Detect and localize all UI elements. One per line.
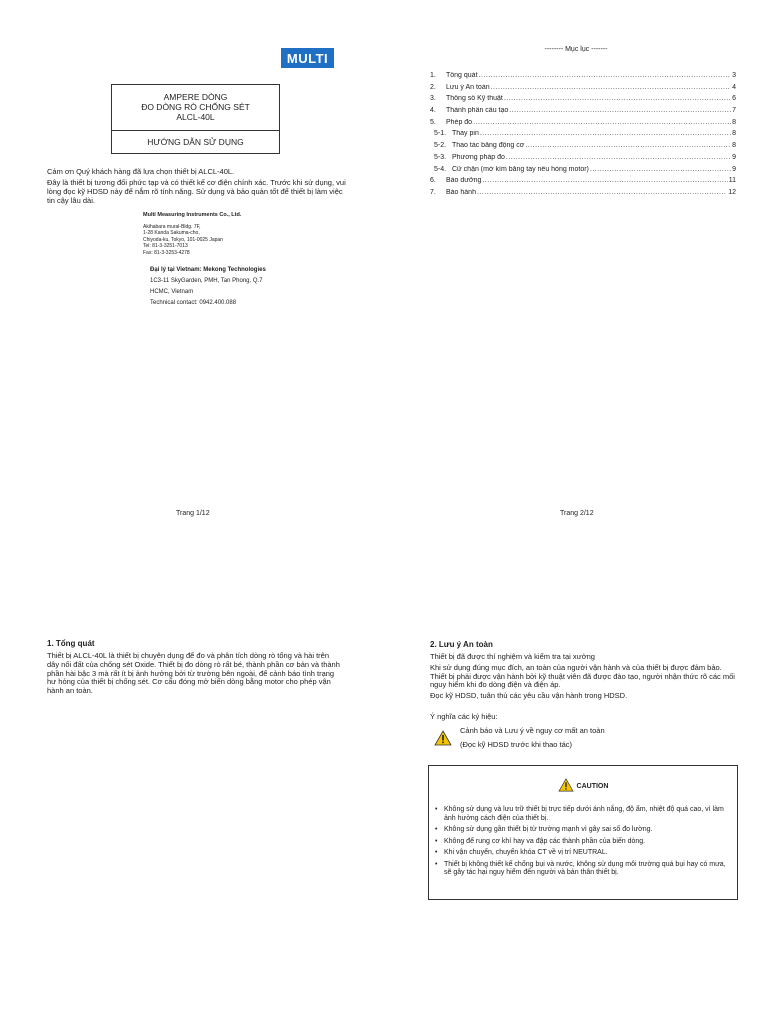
toc-page: 11 bbox=[728, 177, 736, 185]
toc-label: Bảo hành bbox=[446, 188, 476, 196]
toc-item[interactable] bbox=[430, 72, 736, 84]
toc-item[interactable] bbox=[430, 177, 736, 189]
caution-list bbox=[435, 806, 731, 881]
agent-line: HCMC, Vietnam bbox=[150, 289, 194, 295]
warning-triangle-icon bbox=[558, 778, 574, 794]
toc-label: Phương pháp đo bbox=[452, 153, 505, 161]
section-body: Thiết bị ALCL-40L là thiết bị chuyên dụng để đo và phân tích dòng rò tổng và hài trên dây nối đất của chống sét Oxide. Thiết bị đo dòng rò rất bé, thành phần cơ bản và thành phần hài bậc 3 mà rất ít bị ảnh hưởng bởi từ trường bên ngoài, để cảnh báo tình trạng hư hỏng của thiết bị chống sét. Cơ cấu đóng mở biến dòng bằng motor cho phép vận hành an toàn. bbox=[47, 651, 340, 696]
company-info bbox=[143, 212, 241, 256]
multi-logo: MULTI bbox=[281, 48, 334, 68]
toc-label: Tổng quát bbox=[446, 72, 478, 79]
toc-leader bbox=[480, 130, 731, 137]
title-box-subtitle: HƯỚNG DẪN SỬ DỤNG bbox=[147, 137, 244, 147]
caution-item: • Không sử dụng và lưu trữ thiết bị trực tiếp dưới ánh nắng, độ ẩm, nhiệt độ quá cao, vì làm ảnh hưởng cách điện của thiết bị. bbox=[435, 806, 731, 823]
toc-item[interactable] bbox=[430, 189, 736, 201]
toc-label: Cữ chặn (mở kìm bằng tay nếu hỏng motor) bbox=[452, 165, 589, 173]
toc-leader bbox=[473, 119, 731, 126]
toc-item[interactable] bbox=[430, 119, 736, 131]
toc-leader bbox=[491, 84, 731, 91]
section-title: 1. Tổng quát bbox=[47, 639, 95, 648]
toc-title: -------- Mục lục ------- bbox=[544, 46, 608, 53]
toc-num: 6. bbox=[430, 177, 436, 185]
toc-num: 5-1. bbox=[434, 130, 447, 138]
body-paragraph: Khi sử dụng đúng mục đích, an toàn của người vận hành và của thiết bị được đảm bảo. Thiết bị phải được vận hành bởi kỹ thuật viên đã được đào tạo, người nhận thức rõ các mối nguy hiểm khi đo dòng điện và điện áp. bbox=[430, 662, 735, 690]
toc-leader bbox=[477, 189, 727, 196]
toc-leader bbox=[525, 142, 731, 149]
page-2 bbox=[384, 0, 768, 517]
toc-page: 8 bbox=[732, 142, 736, 150]
company-address-line: Tel: 81-3-3251-7013 bbox=[143, 243, 188, 249]
toc-page: 9 bbox=[732, 153, 736, 161]
page-number: Trang 2/12 bbox=[560, 510, 594, 517]
title-line: AMPERE DÒNG bbox=[163, 92, 228, 102]
toc-num: 5. bbox=[430, 118, 436, 126]
company-address-line: Akihabara mural-Bldg. 7F, bbox=[143, 223, 201, 230]
title-line: ĐO DÒNG RÒ CHỐNG SÉT bbox=[141, 102, 250, 112]
symbol-legend bbox=[430, 712, 736, 749]
toc-num: 4. bbox=[430, 107, 436, 115]
title-box bbox=[111, 84, 280, 154]
toc-page: 9 bbox=[732, 165, 736, 173]
toc-leader bbox=[482, 177, 727, 184]
caution-item: • Không để rung cơ khí hay va đập các thành phần của biến dòng. bbox=[435, 838, 731, 847]
page-number: Trang 1/12 bbox=[176, 510, 210, 517]
toc-label: Thành phần cấu tạo bbox=[446, 107, 509, 115]
table-of-contents bbox=[430, 72, 736, 201]
toc-page: 4 bbox=[732, 83, 736, 91]
toc-page: 3 bbox=[732, 72, 736, 79]
title-box-main bbox=[112, 85, 279, 131]
page-4 bbox=[384, 512, 768, 1024]
toc-leader bbox=[509, 107, 731, 114]
intro-text bbox=[47, 167, 347, 207]
toc-leader bbox=[506, 154, 731, 161]
toc-label: Thao tác bằng động cơ bbox=[452, 142, 525, 150]
body-paragraph: Đọc kỹ HDSD, tuân thủ các yêu cầu vận hành trong HDSD. bbox=[430, 691, 628, 701]
toc-num: 2. bbox=[430, 83, 436, 91]
page-1 bbox=[0, 0, 384, 517]
caution-item: • Không sử dụng gần thiết bị từ trường mạnh vì gây sai số đo lường. bbox=[435, 826, 731, 835]
toc-num: 5-2. bbox=[434, 142, 447, 150]
company-address-line: Fax: 81-3-3253-4278 bbox=[143, 249, 190, 256]
symbol-line: Cảnh báo và Lưu ý về nguy cơ mất an toàn bbox=[460, 726, 605, 735]
company-address-line: Chiyoda-ku, Tokyo, 101-0025 Japan bbox=[143, 236, 223, 243]
warning-triangle-icon bbox=[434, 730, 452, 748]
caution-item: • Thiết bị không thiết kế chống bụi và nước, không sử dụng môi trường quá bụi hay có mưa, sẽ gây tác hại nguy hiểm đến người và bản thân thiết bị. bbox=[435, 861, 731, 878]
agent-line: 1C3-11 SkyGarden, PMH, Tan Phong, Q.7 bbox=[150, 278, 263, 284]
caution-item: • Khi vận chuyển, chuyển khóa CT về vị trí NEUTRAL. bbox=[435, 849, 731, 858]
agent-line: Technical contact: 0942.400.088 bbox=[150, 300, 237, 306]
toc-label: Phép đo bbox=[446, 118, 473, 126]
toc-page: 7 bbox=[732, 107, 736, 115]
toc-page: 8 bbox=[732, 118, 736, 126]
symbol-line: (Đọc kỹ HDSD trước khi thao tác) bbox=[460, 740, 573, 749]
toc-num: 5-4. bbox=[434, 165, 447, 173]
intro-paragraph: Cảm ơn Quý khách hàng đã lựa chọn thiết bị ALCL-40L. bbox=[47, 167, 235, 176]
section-body bbox=[430, 653, 736, 703]
toc-item[interactable] bbox=[430, 95, 736, 107]
toc-num: 7. bbox=[430, 188, 436, 196]
toc-subitem[interactable] bbox=[430, 154, 736, 166]
toc-leader bbox=[590, 166, 731, 173]
symbol-heading: Ý nghĩa các ký hiệu: bbox=[430, 712, 498, 721]
symbol-description bbox=[460, 724, 605, 752]
caution-label: CAUTION bbox=[576, 782, 609, 790]
toc-leader bbox=[479, 72, 732, 79]
toc-subitem[interactable] bbox=[430, 166, 736, 178]
toc-page: 8 bbox=[732, 130, 736, 138]
intro-paragraph: Đây là thiết bị tương đối phức tạp và có thiết kế cơ điện chính xác. Trước khi sử dụng, vui lòng đọc kỹ HDSD này để nắm rõ tính năng. Sử dụng và bảo quản tốt để thiết bị làm việc tin cậy lâu dài. bbox=[47, 178, 346, 205]
toc-num: 3. bbox=[430, 95, 436, 103]
agent-name: Đại lý tại Vietnam: Mekong Technologies bbox=[150, 267, 266, 273]
toc-page: 12 bbox=[728, 188, 736, 196]
toc-label: Lưu ý An toàn bbox=[446, 83, 490, 91]
toc-num: 1. bbox=[430, 72, 436, 79]
toc-item[interactable] bbox=[430, 84, 736, 96]
title-line: ALCL-40L bbox=[176, 112, 215, 122]
section-title: 2. Lưu ý An toàn bbox=[430, 640, 493, 649]
toc-page: 6 bbox=[732, 95, 736, 103]
company-name: Multi Measuring Instruments Co., Ltd. bbox=[143, 212, 242, 218]
page-3 bbox=[0, 512, 384, 1024]
toc-label: Thay pin bbox=[452, 130, 479, 138]
toc-leader bbox=[504, 95, 731, 102]
toc-label: Thông số Kỹ thuật bbox=[446, 95, 503, 103]
body-paragraph: Thiết bị đã được thí nghiệm và kiểm tra tại xưởng bbox=[430, 652, 595, 661]
toc-num: 5-3. bbox=[434, 153, 447, 161]
company-address-line: 1-28 Kanda Sakuma-cho, bbox=[143, 230, 200, 236]
caution-header bbox=[429, 778, 737, 794]
toc-subitem[interactable] bbox=[430, 142, 736, 154]
agent-info bbox=[150, 265, 266, 309]
toc-label: Bảo dưỡng bbox=[446, 177, 482, 185]
toc-subitem[interactable] bbox=[430, 130, 736, 142]
toc-item[interactable] bbox=[430, 107, 736, 119]
caution-box bbox=[428, 765, 738, 900]
